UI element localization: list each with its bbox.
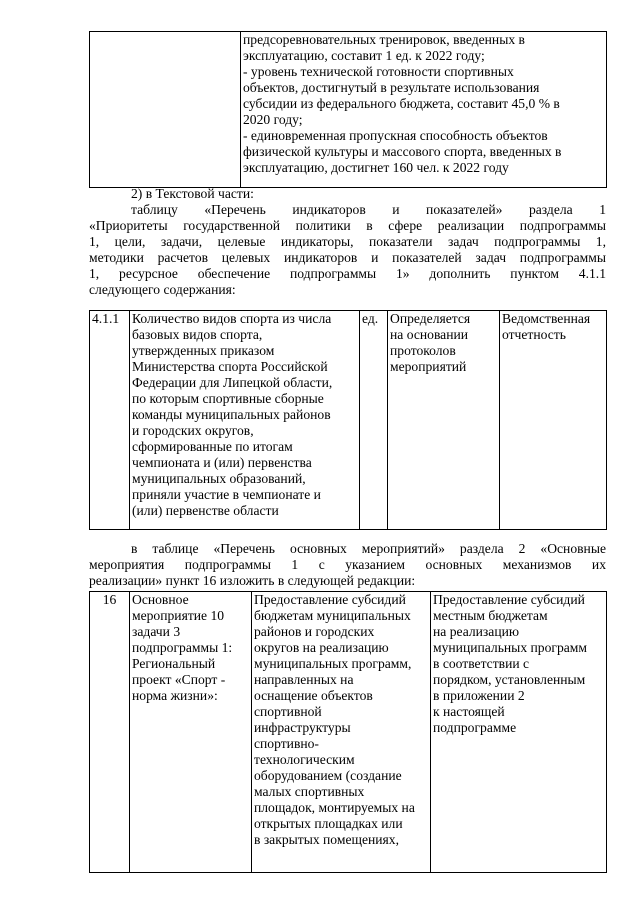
mechanism-cell <box>431 592 607 873</box>
source-cell <box>500 311 607 530</box>
cell-line: малых спортивных <box>254 784 365 799</box>
cell-line: предсоревновательных тренировок, введенных в <box>243 32 525 47</box>
paragraph-line: «Приоритеты государственной политики в сфере реализации подпрограммы <box>89 218 606 233</box>
cell-line: мероприятий <box>390 359 467 374</box>
table-indicator-4-1-1 <box>89 310 607 530</box>
paragraph-line: мероприятия подпрограммы 1 с указанием основных механизмов их <box>89 557 606 572</box>
cell-line: 2020 году; <box>243 112 303 127</box>
cell-line: в приложении 2 <box>433 688 525 703</box>
table-row <box>90 32 607 188</box>
cell-line: площадок, монтируемых на <box>254 800 415 815</box>
cell-line: норма жизни»: <box>132 688 218 703</box>
paragraph-line: 1, ресурсное обеспечение подпрограммы 1» дополнить пунктом 4.1.1 <box>89 266 606 281</box>
cell-line: Предоставление субсидий <box>254 592 406 607</box>
indicators-cell <box>241 32 607 188</box>
cell-line: оснащение объектов <box>254 688 373 703</box>
measure-name-cell <box>130 592 252 873</box>
cell-line: Основное <box>132 592 189 607</box>
method-cell <box>388 311 500 530</box>
cell-line: местным бюджетам <box>433 608 548 623</box>
cell-line: инфраструктуры <box>254 720 351 735</box>
cell-line: спортивно- <box>254 736 319 751</box>
cell-line: бюджетам муниципальных <box>254 608 411 623</box>
cell-line: на основании <box>390 327 469 342</box>
cell-line: Федерации для Липецкой области, <box>132 375 333 390</box>
cell-line: подпрограммы 1: <box>132 640 233 655</box>
cell-line: Количество видов спорта из числа <box>132 311 332 326</box>
cell-line: Определяется <box>390 311 471 326</box>
cell-line: округов на реализацию <box>254 640 389 655</box>
paragraph-line: таблицу «Перечень индикаторов и показателей» раздела 1 <box>131 202 606 217</box>
paragraph-line: следующего содержания: <box>89 282 236 297</box>
cell-line: приняли участие в чемпионате и <box>132 487 321 502</box>
cell-line: Региональный <box>132 656 216 671</box>
cell-line: эксплуатацию, составит 1 ед. к 2022 году; <box>243 48 485 63</box>
cell-line: - уровень технической готовности спортивных <box>243 64 514 79</box>
table-row <box>90 592 607 873</box>
cell-line: муниципальных программ, <box>254 656 412 671</box>
cell-line: отчетность <box>502 327 566 342</box>
cell-line: на реализацию <box>433 624 520 639</box>
cell-line: муниципальных образований, <box>132 471 306 486</box>
cell-line: подпрограмме <box>433 720 517 735</box>
cell-line: утвержденных приказом <box>132 343 275 358</box>
table-continuation <box>89 31 607 188</box>
cell-line: базовых видов спорта, <box>132 327 263 342</box>
paragraph-line: в таблице «Перечень основных мероприятий» раздела 2 «Основные <box>131 541 606 556</box>
cell-line: чемпионата и (или) первенства <box>132 455 312 470</box>
item-number: 16 <box>90 592 130 873</box>
empty-cell <box>90 32 241 188</box>
cell-line: команды муниципальных районов <box>132 407 331 422</box>
cell-line: эксплуатацию, достигнет 160 чел. к 2022 году <box>243 160 509 175</box>
cell-line: Ведомственная <box>502 311 591 326</box>
cell-line: сформированные по итогам <box>132 439 293 454</box>
paragraph-line: 1, цели, задачи, целевые индикаторы, показатели задач подпрограммы 1, <box>89 234 606 249</box>
cell-line: Министерства спорта Российской <box>132 359 328 374</box>
paragraph-line: методики расчетов целевых индикаторов и показателей задач подпрограммы <box>89 250 606 265</box>
cell-line: порядком, установленным <box>433 672 586 687</box>
list-item-heading: 2) в Текстовой части: <box>131 186 254 201</box>
measure-description-cell <box>252 592 431 873</box>
paragraph-text-section <box>89 186 606 298</box>
cell-line: Предоставление субсидий <box>433 592 585 607</box>
cell-line: задачи 3 <box>132 624 181 639</box>
paragraph-text-section-2 <box>89 541 606 589</box>
cell-line: субсидии из федерального бюджета, составит 45,0 % в <box>243 96 560 111</box>
cell-line: - единовременная пропускная способность объектов <box>243 128 548 143</box>
paragraph-line: реализации» пункт 16 изложить в следующей редакции: <box>89 573 416 588</box>
cell-line: спортивной <box>254 704 322 719</box>
indicator-name-cell <box>130 311 360 530</box>
item-number: 4.1.1 <box>90 311 130 530</box>
cell-line: открытых площадках или <box>254 816 403 831</box>
cell-line: проект «Спорт - <box>132 672 226 687</box>
cell-line: в соответствии с <box>433 656 530 671</box>
cell-line: муниципальных программ <box>433 640 587 655</box>
cell-line: районов и городских <box>254 624 375 639</box>
cell-line: протоколов <box>390 343 456 358</box>
cell-line: к настоящей <box>433 704 505 719</box>
table-measure-16 <box>89 591 607 873</box>
cell-line: и городских округов, <box>132 423 254 438</box>
cell-line: физической культуры и массового спорта, введенных в <box>243 144 562 159</box>
cell-line: (или) первенстве области <box>132 503 279 518</box>
cell-line: в закрытых помещениях, <box>254 832 399 847</box>
cell-line: мероприятие 10 <box>132 608 225 623</box>
cell-line: объектов, достигнутый в результате использования <box>243 80 540 95</box>
cell-line: направленных на <box>254 672 354 687</box>
cell-line: технологическим <box>254 752 355 767</box>
table-row <box>90 311 607 530</box>
cell-line: оборудованием (создание <box>254 768 402 783</box>
cell-line: по которым спортивные сборные <box>132 391 324 406</box>
unit-cell: ед. <box>360 311 388 530</box>
